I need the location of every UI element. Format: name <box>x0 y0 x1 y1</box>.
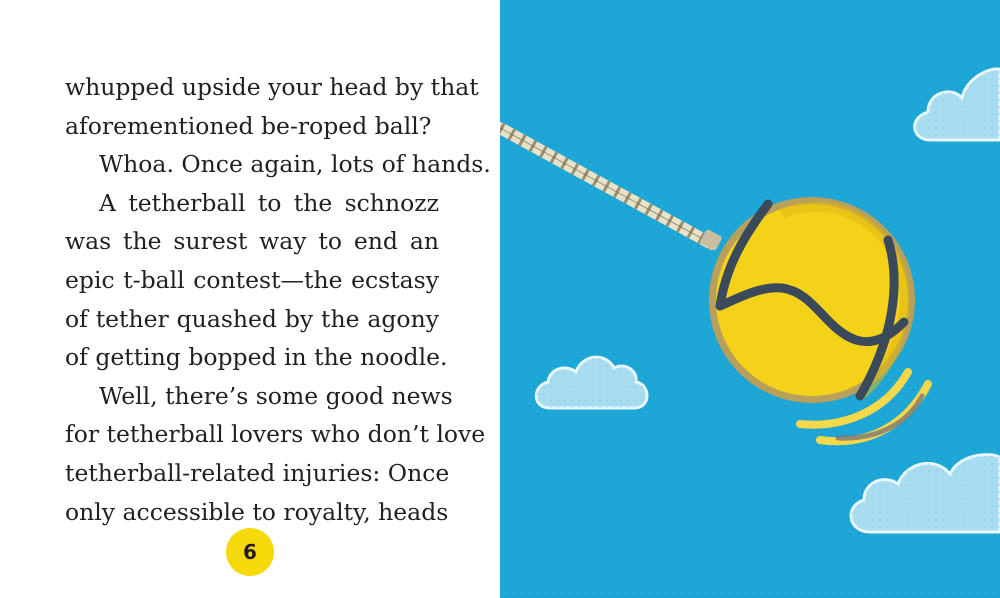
text-line: epic t-ball contest—the ecstasy <box>65 265 439 294</box>
text-line: tetherball-related injuries: Once <box>65 458 450 487</box>
text-line: was the surest way to end an <box>65 227 439 256</box>
tetherball-illustration <box>500 0 1000 598</box>
illustration-panel <box>500 0 1000 598</box>
text-line: only accessible to royalty, heads <box>65 497 449 526</box>
body-text <box>65 68 491 531</box>
text-line: aforementioned be-roped ball? <box>65 111 432 140</box>
page-number-badge: 6 <box>226 528 274 576</box>
text-line: of tether quashed by the agony <box>65 304 439 333</box>
text-line: of getting bopped in the noodle. <box>65 343 448 372</box>
text-line: for tetherball lovers who don’t love <box>65 420 486 449</box>
text-line: Well, there’s some good news <box>99 381 453 410</box>
text-line: Whoa. Once again, lots of hands. <box>99 150 491 179</box>
text-line: A tetherball to the schnozz <box>99 188 439 217</box>
tetherball-icon <box>709 197 915 403</box>
text-line: whupped upside your head by that <box>65 73 479 101</box>
